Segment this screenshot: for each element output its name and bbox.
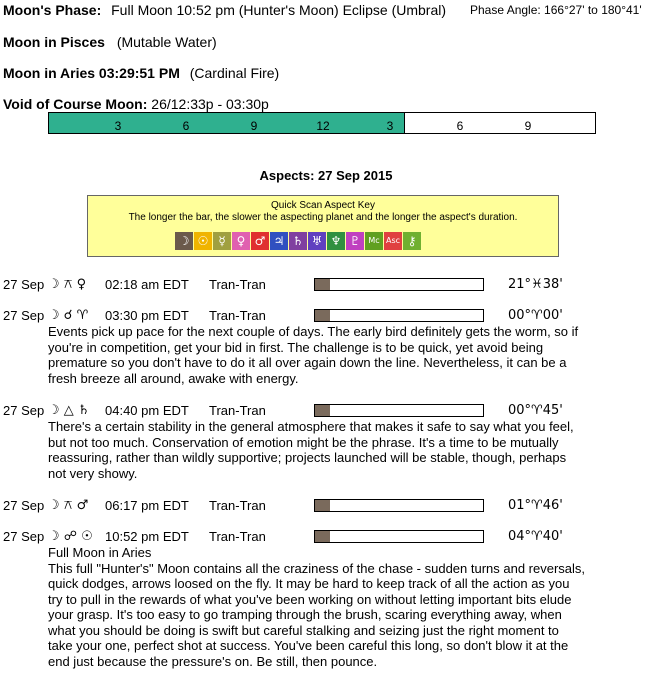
aspect-description-line: This full "Hunter's" Moon contains all the craziness of the chase - sudden turns and reversals, bbox=[48, 560, 586, 576]
aspect-date: 27 Sep bbox=[3, 403, 45, 418]
aspect-time: 06:17 pm EDT bbox=[105, 498, 189, 513]
aspect-type: Tran-Tran bbox=[209, 529, 266, 544]
aspect-key-glyphs bbox=[175, 232, 422, 250]
aspect-type: Tran-Tran bbox=[209, 498, 266, 513]
voc-bar-divider bbox=[404, 113, 405, 133]
aspect-time: 10:52 pm EDT bbox=[105, 529, 189, 544]
aspect-position: 04°♈40' bbox=[508, 529, 563, 544]
aspect-description-line: not very showy. bbox=[48, 465, 138, 481]
midheaven-glyph: Mc bbox=[365, 232, 383, 250]
aspect-description-line: take your one, perfect shot at success. You've been careful this long, so don't blow it at the bbox=[48, 638, 569, 653]
aspect-duration-fill bbox=[315, 310, 330, 321]
aspect-time: 04:40 pm EDT bbox=[105, 403, 189, 418]
aspect-glyphs: ☽ ⚻ ♂ bbox=[48, 498, 89, 513]
moon-phase-label: Moon's Phase: bbox=[3, 2, 102, 18]
moon-phase-line bbox=[3, 2, 446, 18]
aspect-position: 01°♈46' bbox=[508, 498, 563, 513]
venus-glyph: ♀ bbox=[232, 232, 250, 250]
pluto-glyph: ♇ bbox=[346, 232, 364, 250]
aspect-duration-bar bbox=[314, 278, 484, 291]
aspect-glyphs: ☽ ⚻ ♀ bbox=[48, 277, 87, 292]
mercury-glyph: ☿ bbox=[213, 232, 231, 250]
voc-tick: 3 bbox=[114, 119, 122, 133]
aspect-date: 27 Sep bbox=[3, 277, 45, 292]
aspect-type: Tran-Tran bbox=[209, 308, 266, 323]
aspect-type: Tran-Tran bbox=[209, 403, 266, 418]
moon-ingress-value: (Cardinal Fire) bbox=[189, 65, 280, 81]
moon-sign-line bbox=[3, 34, 217, 50]
aspect-position: 21°♓38' bbox=[508, 277, 563, 292]
moon-ingress-label: Moon in Aries 03:29:51 PM bbox=[3, 65, 180, 81]
aspect-description-line: fresh breeze all around, awake with energy. bbox=[48, 370, 299, 386]
moon-glyph: ☽ bbox=[175, 232, 193, 250]
moon-sign-value: (Mutable Water) bbox=[116, 34, 217, 50]
aspect-glyphs: ☽ ☍ ☉ bbox=[48, 529, 93, 544]
aspect-description-line: reassuring, rather than wildly supportive; projects launched will be stable, though, perhaps bbox=[48, 450, 567, 465]
aspect-type: Tran-Tran bbox=[209, 277, 266, 292]
voc-tick: 9 bbox=[524, 119, 532, 133]
aspect-description-line: Events pick up pace for the next couple of days. The early bird definitely gets the worm, so if bbox=[48, 324, 579, 339]
mars-glyph: ♂ bbox=[251, 232, 269, 250]
aspect-duration-bar bbox=[314, 530, 484, 543]
aspect-glyphs: ☽ ☌ ♈ bbox=[48, 308, 89, 323]
voc-bar-fill bbox=[49, 113, 404, 133]
aspect-key-title: Quick Scan Aspect Key bbox=[271, 200, 375, 211]
aspect-time: 02:18 am EDT bbox=[105, 277, 189, 292]
aspect-heading: Full Moon in Aries bbox=[48, 545, 152, 560]
voc-tick: 6 bbox=[182, 119, 190, 133]
aspect-duration-bar bbox=[314, 309, 484, 322]
voc-tick: 6 bbox=[456, 119, 464, 133]
saturn-glyph: ♄ bbox=[289, 232, 307, 250]
voc-value: 26/12:33p - 03:30p bbox=[151, 96, 269, 112]
aspect-description-line: try to pull in the rewards of what you've been working on without letting important bits elude bbox=[48, 591, 572, 607]
aspect-key-subtitle: The longer the bar, the slower the aspecting planet and the longer the aspect's duration. bbox=[128, 212, 518, 223]
neptune-glyph: ♆ bbox=[327, 232, 345, 250]
moon-ingress-line bbox=[3, 65, 279, 81]
jupiter-glyph: ♃ bbox=[270, 232, 288, 250]
phase-angle: Phase Angle: 166°27' to 180°41' bbox=[470, 3, 642, 17]
moon-sign-label: Moon in Pisces bbox=[3, 34, 105, 50]
voc-tick: 9 bbox=[250, 119, 258, 133]
aspect-duration-bar bbox=[314, 499, 484, 512]
uranus-glyph: ♅ bbox=[308, 232, 326, 250]
aspect-description-line: end just because the pressure's on. Be still, then pounce. bbox=[48, 653, 378, 669]
voc-tick: 3 bbox=[386, 119, 394, 133]
voc-label: Void of Course Moon: bbox=[3, 96, 148, 112]
aspect-glyphs: ☽ △ ♄ bbox=[48, 403, 90, 418]
voc-tick: 12 bbox=[316, 119, 330, 133]
aspect-description-line: what you should be doing is swift but careful stalking and seizing just the right moment to bbox=[48, 622, 559, 638]
chiron-glyph: ⚷ bbox=[403, 232, 421, 250]
aspect-position: 00°♈00' bbox=[508, 308, 563, 323]
aspect-position: 00°♈45' bbox=[508, 403, 563, 418]
aspect-description-line: premature so you don't have to do it all over again down the line. Nevertheless, it can be a bbox=[48, 355, 567, 370]
void-of-course-line bbox=[3, 96, 269, 112]
aspect-duration-bar bbox=[314, 404, 484, 417]
aspect-description-line: There's a certain stability in the general atmosphere that makes it safe to say what you feel, bbox=[48, 419, 574, 434]
aspects-title: Aspects: 27 Sep 2015 bbox=[259, 168, 393, 183]
sun-glyph: ☉ bbox=[194, 232, 212, 250]
aspect-duration-fill bbox=[315, 531, 330, 542]
aspect-description-line: quick dodges, arrows loosed on the fly. It may be hard to keep track of all the action as you bbox=[48, 576, 570, 591]
aspect-description-line: but not too much. Conservation of emotion might be the phrase. It's a time to be mutually bbox=[48, 434, 559, 450]
aspect-key-box bbox=[87, 195, 559, 257]
aspect-description-line: your grasp. It's too easy to go tramping through the brush, scaring everything away, when bbox=[48, 607, 562, 622]
aspect-duration-fill bbox=[315, 405, 330, 416]
ascendant-glyph: Asc bbox=[384, 232, 402, 250]
void-of-course-bar bbox=[48, 112, 596, 134]
aspect-date: 27 Sep bbox=[3, 308, 45, 323]
aspect-description-line: you're in competition, get your bid in first. The challenge is to be quick, yet avoid being bbox=[48, 339, 544, 355]
aspect-date: 27 Sep bbox=[3, 529, 45, 544]
aspect-time: 03:30 pm EDT bbox=[105, 308, 189, 323]
aspect-date: 27 Sep bbox=[3, 498, 45, 513]
moon-phase-value: Full Moon 10:52 pm (Hunter's Moon) Eclipse (Umbral) bbox=[111, 2, 447, 18]
aspect-duration-fill bbox=[315, 279, 330, 290]
aspect-duration-fill bbox=[315, 500, 330, 511]
